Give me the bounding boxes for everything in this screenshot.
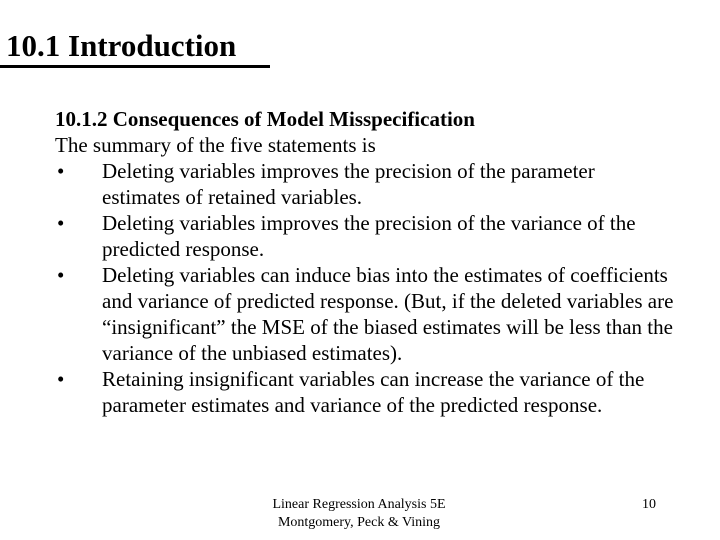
footer-book-title: Linear Regression Analysis 5E [272, 497, 446, 512]
bullet-icon: • [57, 367, 65, 391]
bullet-item [55, 210, 675, 262]
bullet-item [55, 158, 675, 210]
intro-text: The summary of the five statements is [55, 133, 376, 157]
bullet-text: Deleting variables improves the precision of the parameter estimates of retained variables. [102, 159, 595, 209]
bullet-icon: • [57, 159, 65, 183]
bullet-icon: • [57, 211, 65, 235]
bullet-item [55, 262, 675, 366]
footer-citation [232, 496, 486, 532]
page-number: 10 [642, 497, 656, 512]
slide-content [55, 106, 675, 418]
bullet-text: Deleting variables can induce bias into the estimates of coefficients and variance of predicted response. (But, if the deleted variables are “insignificant” the MSE of the biased estimates will be less than the variance of the unbiased estimates). [102, 263, 674, 365]
bullet-text: Deleting variables improves the precision of the variance of the predicted response. [102, 211, 636, 261]
bullet-list [55, 158, 675, 418]
bullet-item [55, 366, 675, 418]
title-underline [0, 65, 270, 68]
bullet-icon: • [57, 263, 65, 287]
bullet-text: Retaining insignificant variables can increase the variance of the parameter estimates and variance of the predicted response. [102, 367, 645, 417]
slide-title: 10.1 Introduction [6, 28, 237, 63]
footer-authors: Montgomery, Peck & Vining [277, 515, 441, 530]
section-subheading: 10.1.2 Consequences of Model Misspecification [55, 107, 475, 131]
